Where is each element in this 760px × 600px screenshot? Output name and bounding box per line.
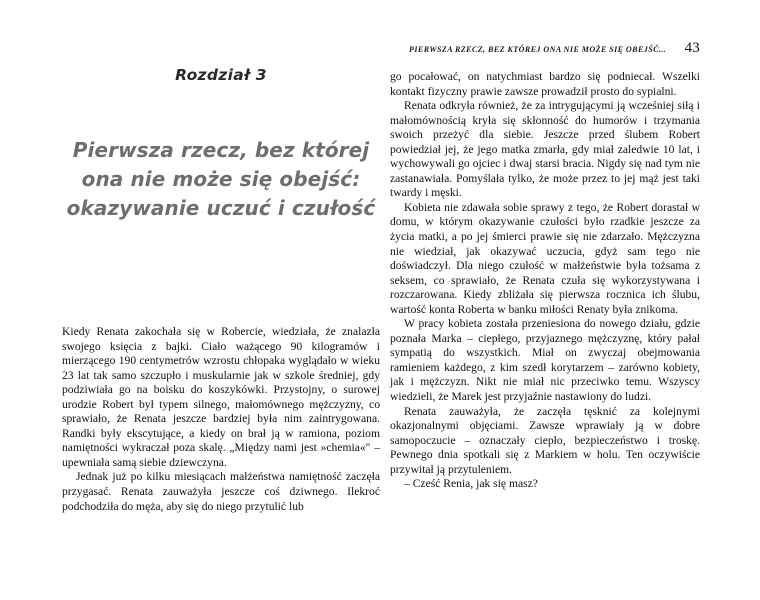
page-number: 43 <box>684 40 700 56</box>
chapter-title-line-3: okazywanie uczuć i czułość <box>66 196 376 220</box>
paragraph: Jednak już po kilku miesiącach małżeństwa namiętność zaczęła przygasać. Renata zauważyła jeszcze coś dziwnego. Ilekroć podchodziła do męża, aby się do niego przytulić lub <box>62 470 380 513</box>
chapter-heading-block <box>62 66 380 223</box>
chapter-title-line-1: Pierwsza rzecz, bez której <box>72 138 370 162</box>
paragraph: Renata odkryła również, że za intrygującymi ją wcześniej siłą i małomównością kryła się skłonność do humorów i trzymania swoich przeżyć dla siebie. Jeszcze przed ślubem Robert powiedział jej, że jego matka zmarła, gdy miał zaledwie 10 lat, i wychowywali go ojciec i dwaj starsi bracia. Nigdy się nad tym nie zastanawiała. Pomyślała tylko, że może przez to jej mąż jest taki twardy i męski. <box>390 99 700 200</box>
running-head <box>390 40 700 57</box>
paragraph: Kiedy Renata zakochała się w Robercie, wiedziała, że znalazła swojego księcia z bajki. Ciało ważącego 90 kilogramów i mierzącego 190 centymetrów wzrostu chłopaka wyglądało w wieku 23 lat tak samo szczupło i muskularnie jak w szkole średniej, gdy podziwiała go na boisku do koszykówki. Przystojny, o surowej urodzie Robert był typem silnego, małomównego mężczyzny, co sprawiało, że Renata jeszcze bardziej była nim zaintrygowana. Randki były ekscytujące, a kiedy on brał ją w ramiona, poziom namiętności wykraczał poza skalę. „Między nami jest »chemia«" – upewniała samą siebie dziewczyna. <box>62 325 380 469</box>
dialogue-line: – Cześć Renia, jak się masz? <box>404 477 538 491</box>
chapter-title <box>62 136 380 223</box>
paragraph: go pocałować, on natychmiast bardzo się podniecał. Wszelki kontakt fizyczny prawie zawsze prowadził prosto do sypialni. <box>390 70 700 98</box>
running-head-title: PIERWSZA RZECZ, BEZ KTÓREJ ONA NIE MOŻE SIĘ OBEJŚĆ... <box>409 45 667 54</box>
chapter-title-line-2: ona nie może się obejść: <box>81 167 361 191</box>
chapter-number: Rozdział 3 <box>175 66 267 84</box>
text-column-right <box>390 70 700 492</box>
paragraph: Kobieta nie zdawała sobie sprawy z tego, że Robert dorastał w domu, w którym okazywanie czułości było rzadkie jeszcze za życia matki, a po jej śmierci prawie się nie zdarzało. Mężczyzna nie wiedział, jak okazywać uczucia, gdyż sam tego nie doświadczył. Dla niego czułość w małżeństwie była tożsama z seksem, co sprawiało, że Renata czuła się wykorzystywana i rozczarowana. Kiedy zbliżała się pierwsza rocznica ich ślubu, wartość konta Roberta w banku miłości Renaty była znikoma. <box>390 200 700 316</box>
paragraph: Renata zauważyła, że zaczęła tęsknić za kolejnymi okazjonalnymi objęciami. Zawsze wprawiały ją w dobre samopoczucie – oznaczały ciepło, bezpieczeństwo i troskę. Pewnego dnia spotkali się z Markiem w holu. Ten oczywiście przywitał ją przytuleniem. <box>390 404 700 476</box>
paragraph: W pracy kobieta została przeniesiona do nowego działu, gdzie poznała Marka – ciepłego, przyjaznego mężczyznę, który pałał sympatią do wszystkich. Miał on zwyczaj obejmowania ramieniem każdego, z kim szedł korytarzem – zarówno kobiety, jak i mężczyzn. Nikt nie miał nic przeciwko temu. Wszyscy wiedzieli, że Marek jest przyjaźnie nastawiony do ludzi. <box>390 317 700 404</box>
text-column-left <box>62 325 380 514</box>
